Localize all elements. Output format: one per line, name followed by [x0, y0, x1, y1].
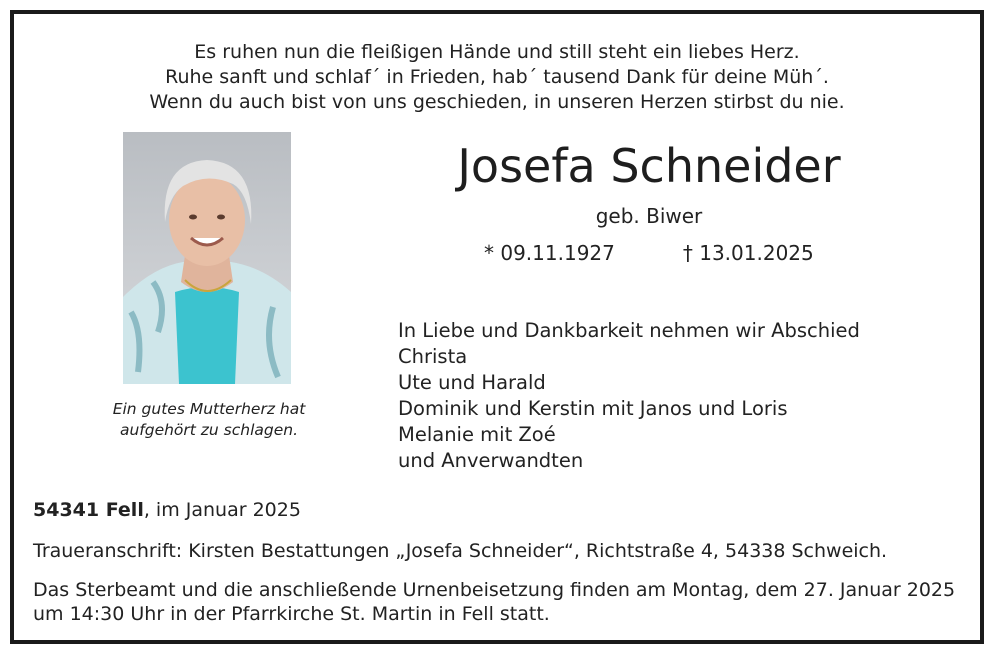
mourners-line: Dominik und Kerstin mit Janos und Loris — [398, 397, 788, 420]
birth-name: geb. Biwer — [595, 204, 703, 228]
mourners-line: Ute und Harald — [398, 371, 546, 394]
life-dates — [484, 240, 814, 266]
mourners-line: Christa — [398, 345, 468, 368]
caption-line: Ein gutes Mutterherz hat — [112, 400, 306, 418]
verse-line: Ruhe sanft und schlaf´ in Frieden, hab´ tausend Dank für deine Müh´. — [165, 66, 829, 88]
verse-line: Wenn du auch bist von uns geschieden, in unseren Herzen stirbst du nie. — [149, 91, 845, 113]
birth-date: * 09.11.1927 — [484, 241, 615, 265]
mourning-address: Traueranschrift: Kirsten Bestattungen „Josefa Schneider“, Richtstraße 4, 54338 Schweich. — [33, 540, 888, 562]
place-rest: , im Januar 2025 — [143, 499, 301, 521]
mourners-line: und Anverwandten — [398, 449, 584, 472]
service-info: Das Sterbeamt und die anschließende Urnenbeisetzung finden am Montag, dem 27. Januar 2025 um 14:30 Uhr in der Pfarrkirche St. Martin in Fell statt. — [33, 579, 956, 625]
obituary-card — [10, 10, 984, 644]
place-date — [33, 497, 301, 523]
mourners-line: In Liebe und Dankbarkeit nehmen wir Abschied — [398, 319, 860, 342]
caption-line: aufgehört zu schlagen. — [119, 421, 299, 439]
verse — [14, 40, 980, 115]
portrait-illustration — [123, 132, 291, 384]
mourners-list — [398, 318, 860, 474]
portrait-photo — [123, 132, 291, 384]
place-bold: 54341 Fell — [33, 499, 144, 521]
death-date: † 13.01.2025 — [682, 241, 814, 265]
verse-line: Es ruhen nun die fleißigen Hände und still steht ein liebes Herz. — [194, 41, 800, 63]
photo-caption — [74, 399, 344, 441]
deceased-name: Josefa Schneider — [457, 139, 841, 193]
mourners-line: Melanie mit Zoé — [398, 423, 556, 446]
